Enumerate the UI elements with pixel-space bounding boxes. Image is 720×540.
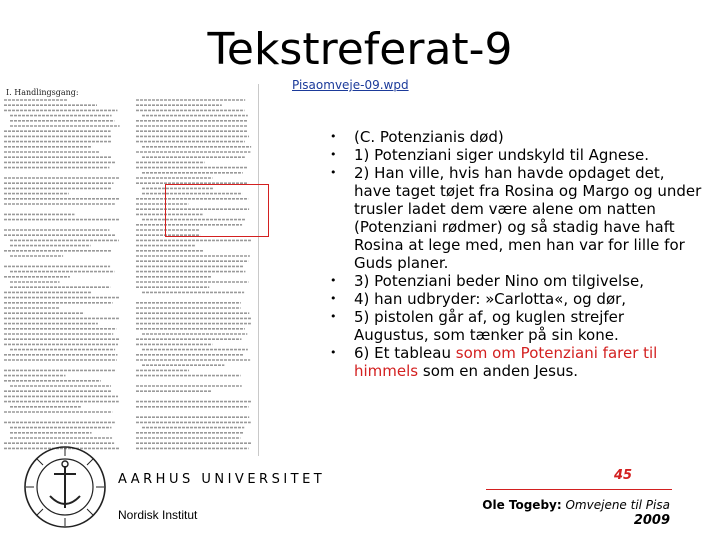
university-name: AARHUS UNIVERSITET (118, 472, 326, 487)
bullet-list (330, 128, 702, 380)
page-number: 45 (614, 468, 633, 483)
bullet-item: • 3) Potenziani beder Nino om tilgivelse, (330, 272, 644, 290)
bullet-item: • 1) Potenziani siger undskyld til Agnese. (330, 146, 649, 164)
bullet-dot-icon: • (330, 166, 337, 179)
university-seal-icon (22, 444, 108, 530)
document-heading: I. Handlingsgang: (6, 88, 79, 97)
year: 2009 (633, 513, 670, 528)
author-name: Ole Togeby: (482, 498, 562, 512)
bullet-item: • (C. Potenzianis død) (330, 128, 504, 146)
bullet-item: • 4) han udbryder: »Carlotta«, og dør, (330, 290, 627, 308)
bullet-item: • 2) Han ville, hvis han havde opdaget det, have taget tøjet fra Rosina og Margo og under trusler ladet dem være alene om natten (Potenziani rødmer) og så stadig have haft Rosina at lege med, men han var for lille for Guds planer. (330, 164, 702, 272)
bullet-dot-icon: • (330, 310, 337, 323)
slide-title: Tekstreferat-9 (207, 24, 513, 75)
highlight-box (165, 184, 269, 237)
bullet-dot-icon: • (330, 346, 337, 359)
bullet-dot-icon: • (330, 148, 337, 161)
document-thumbnail (0, 84, 259, 456)
highlighted-phrase: som om Potenziani farer til himmels (354, 344, 658, 380)
author-credit (482, 498, 670, 528)
bullet-dot-icon: • (330, 274, 337, 287)
document-text-lines (0, 84, 258, 456)
footer-divider (486, 489, 672, 490)
bullet-item: • 5) pistolen går af, og kuglen strejfer Augustus, som tænker på sin kone. (330, 308, 625, 344)
work-title: Omvejene til Pisa (565, 498, 670, 512)
bullet-item: • 6) Et tableau som om Potenziani farer til himmels som en anden Jesus. (330, 344, 658, 380)
bullet-dot-icon: • (330, 130, 337, 143)
file-link[interactable]: Pisaomveje-09.wpd (292, 78, 409, 92)
institute-name: Nordisk Institut (118, 508, 198, 522)
bullet-dot-icon: • (330, 292, 337, 305)
